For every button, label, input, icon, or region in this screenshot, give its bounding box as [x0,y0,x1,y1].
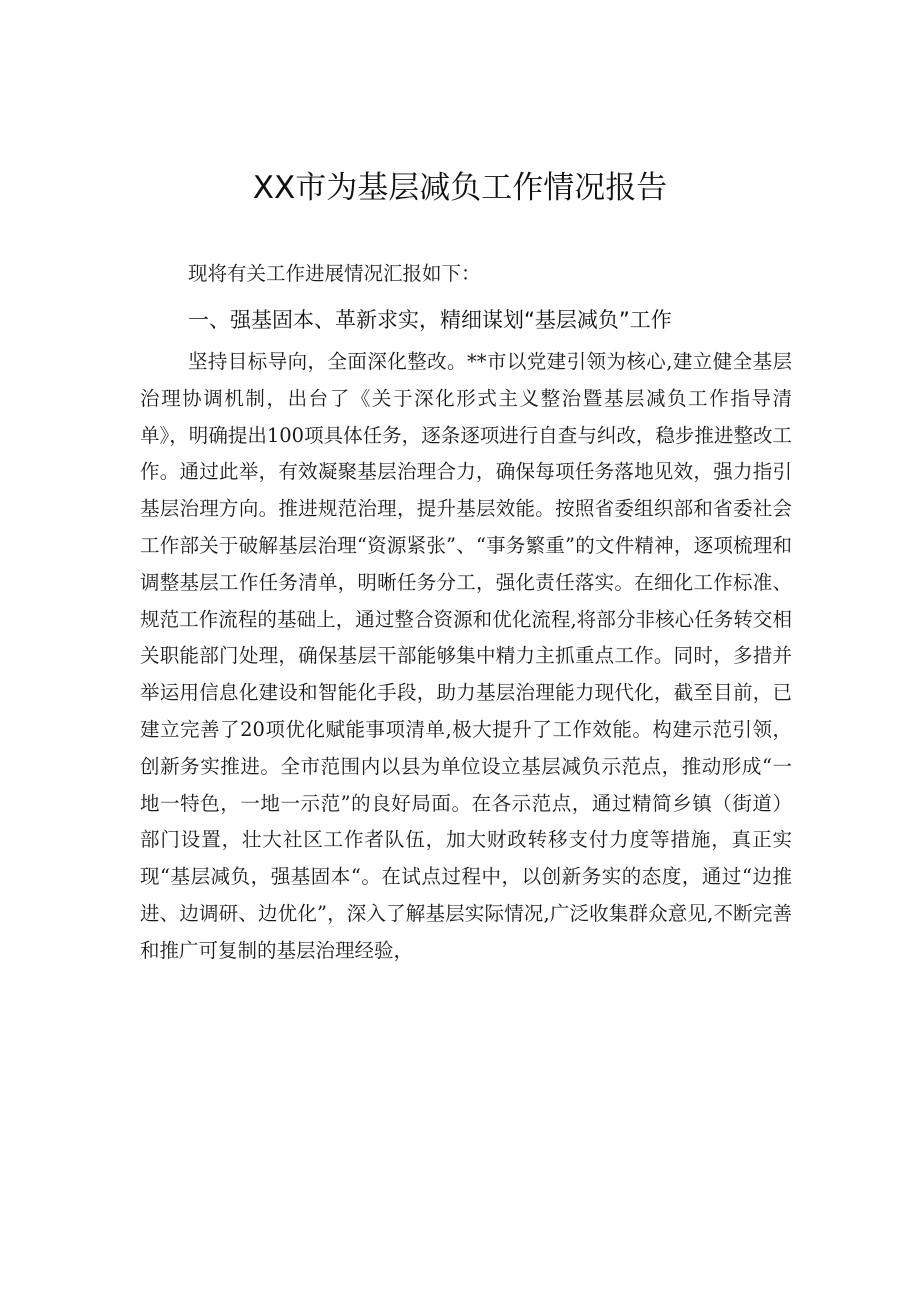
body-paragraph: 坚持目标导向，全面深化整改。**市以党建引领为核心,建立健全基层治理协调机制，出台了《关于深化形式主义整治暨基层减负工作指导清单》，明确提出100项具体任务，逐条逐项进行自查与纠改，稳步推进整改工作。通过此举，有效凝聚基层治理合力，确保每项任务落地见效，强力指引基层治理方向。推进规范治理，提升基层效能。按照省委组织部和省委社会工作部关于破解基层治理“资源紧张”、“事务繁重”的文件精神，逐项梳理和调整基层工作任务清单，明晰任务分工，强化责任落实。在细化工作标准、规范工作流程的基础上，通过整合资源和优化流程,将部分非核心任务转交相关职能部门处理，确保基层干部能够集中精力主抓重点工作。同时，多措并举运用信息化建设和智能化手段，助力基层治理能力现代化，截至目前，已建立完善了20项优化赋能事项清单,极大提升了工作效能。构建示范引领，创新务实推进。全市范围内以县为单位设立基层减负示范点，推动形成“一地一特色，一地一示范”的良好局面。在各示范点，通过精简乡镇（街道）部门设置，壮大社区工作者队伍，加大财政转移支付力度等措施，真正实现“基层减负，强基固本“。在试点过程中，以创新务实的态度，通过“边推进、边调研、边优化”，深入了解基层实际情况,广泛收集群众意见,不断完善和推广可复制的基层治理经验， [140,350,792,962]
document-title: XX市为基层减负工作情况报告 [252,170,668,206]
section-heading: 一、强基固本、革新求实，精细谋划“基层减负”工作 [188,308,672,332]
intro-paragraph: 现将有关工作进展情况汇报如下： [188,262,481,285]
